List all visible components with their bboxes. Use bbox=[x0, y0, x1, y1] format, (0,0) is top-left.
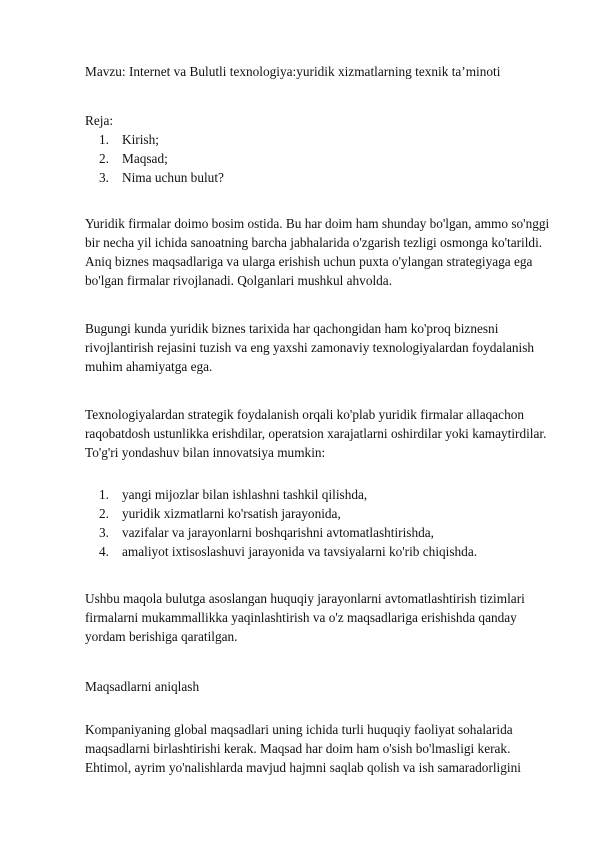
list-item-number: 1. bbox=[99, 487, 109, 502]
list-item-number: 3. bbox=[99, 170, 109, 185]
plan-list bbox=[85, 130, 224, 187]
list-item-text: Kirish; bbox=[122, 132, 159, 147]
list-item-text: amaliyot ixtisoslashuvi jarayonida va tavsiyalarni ko'rib chiqishda. bbox=[122, 544, 478, 559]
list-item-number: 1. bbox=[99, 132, 109, 147]
list-item bbox=[85, 542, 478, 561]
list-item-number: 2. bbox=[99, 506, 109, 521]
list-item-number: 4. bbox=[99, 544, 109, 559]
list-item-number: 3. bbox=[99, 525, 109, 540]
list-item bbox=[85, 523, 435, 542]
paragraph-article-focus: Ushbu maqola bulutga asoslangan huquqiy jarayonlarni avtomatlashtirish tizimlari firmalarni mukammallikka yaqinlashtirish va o'z maqsadlariga erishishda qanday yordam berishiga qaratilgan. bbox=[85, 591, 525, 644]
list-item-text: yuridik xizmatlarni ko'rsatish jarayonida, bbox=[122, 506, 341, 521]
plan-label: Reja: bbox=[85, 113, 114, 128]
section-heading: Maqsadlarni aniqlash bbox=[85, 679, 200, 694]
list-item-text: Nima uchun bulut? bbox=[122, 170, 224, 185]
list-item bbox=[85, 485, 368, 504]
list-item-text: Maqsad; bbox=[122, 151, 168, 166]
list-item bbox=[85, 504, 341, 523]
paragraph-technology: Texnologiyalardan strategik foydalanish orqali ko'plab yuridik firmalar allaqachon raqobatdosh ustunlikka erishdilar, operatsion xarajatlarni oshirdilar yoki kamaytirdilar. To'g'ri yondashuv bilan innovatsiya mumkin: bbox=[85, 407, 547, 460]
paragraph-goals: Kompaniyaning global maqsadlari uning ichida turli huquqiy faoliyat sohalarida maqsadlarni birlashtirishi kerak. Maqsad har doim ham o'sish bo'lmasligi kerak. Ehtimol, ayrim yo'nalishlarda mavjud hajmni saqlab qolish va ish samaradorligini bbox=[85, 722, 521, 775]
document-title: Mavzu: Internet va Bulutli texnologiya:yuridik xizmatlarning texnik taʼminoti bbox=[85, 64, 501, 79]
benefit-list bbox=[85, 485, 478, 561]
list-item-text: yangi mijozlar bilan ishlashni tashkil qilishda, bbox=[122, 487, 368, 502]
list-item bbox=[85, 168, 224, 187]
list-item bbox=[85, 149, 168, 168]
list-item bbox=[85, 130, 159, 149]
list-item-number: 2. bbox=[99, 151, 109, 166]
paragraph-intro: Yuridik firmalar doimo bosim ostida. Bu har doim ham shunday bo'lgan, ammo so'nggi bir necha yil ichida sanoatning barcha jabhalarida o'zgarish tezligi osmonga ko'tarildi. Aniq biznes maqsadlariga va ularga erishish uchun puxta o'ylangan strategiyaga ega bo'lgan firmalar rivojlanadi. Qolganlari mushkul ahvolda. bbox=[85, 216, 550, 288]
list-item-text: vazifalar va jarayonlarni boshqarishni avtomatlashtirishda, bbox=[122, 525, 435, 540]
paragraph-business-plan: Bugungi kunda yuridik biznes tarixida har qachongidan ham ko'proq biznesni rivojlantirish rejasini tuzish va eng yaxshi zamonaviy texnologiyalardan foydalanish muhim ahamiyatga ega. bbox=[85, 321, 535, 374]
